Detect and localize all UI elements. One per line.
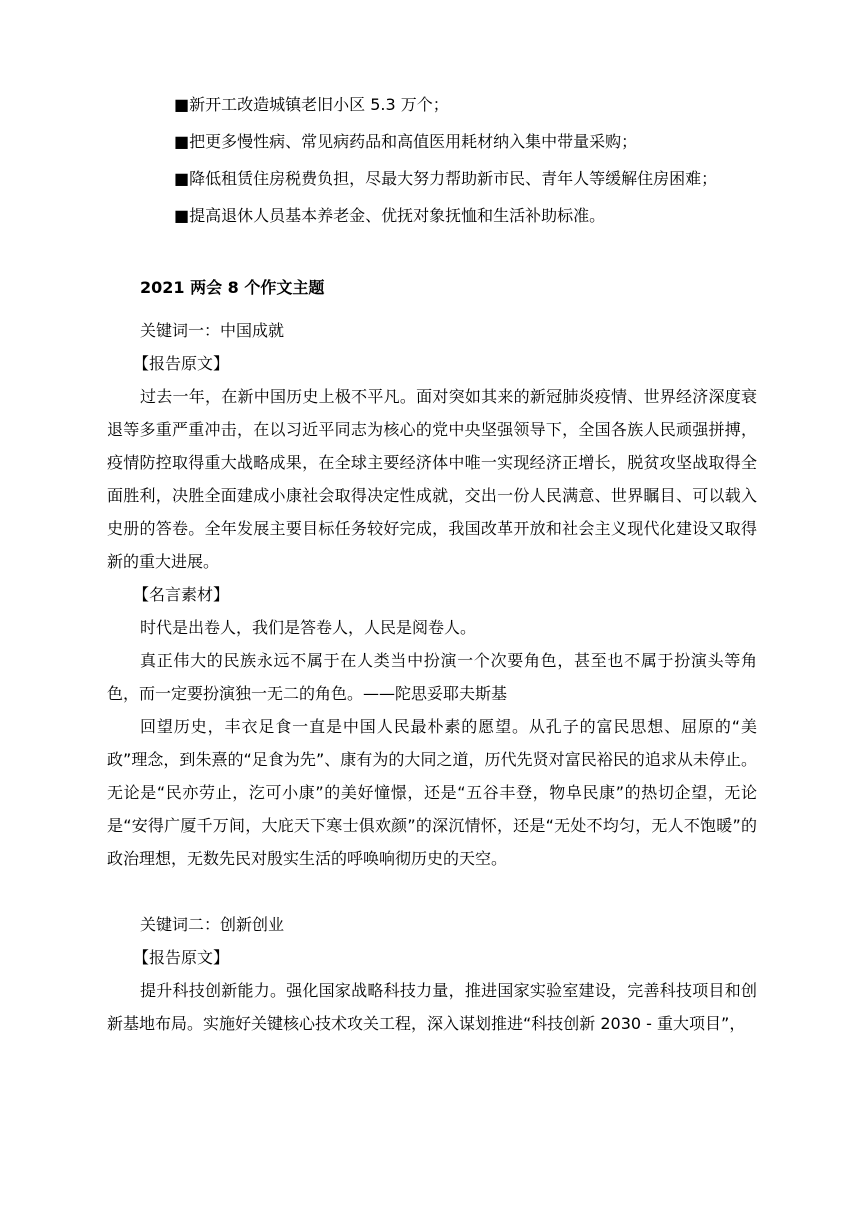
quote-paragraph-3: 回望历史，丰衣足食一直是中国人民最朴素的愿望。从孔子的富民思想、屈原的“美政”理念，到朱熹的“足食为先”、康有为的大同之道，历代先贤对富民裕民的追求从未停止。无论是“民亦劳止，汔可小康”的美好憧憬，还是“五谷丰登，物阜民康”的热切企望，无论是“安得广厦千万间，大庇天下寒士俱欢颜”的深沉情怀，还是“无处不均匀，无人不饱暖”的政治理想，无数先民对殷实生活的呼唤响彻历史的天空。: [107, 717, 757, 868]
keyword-one-quotes-label: 【名言素材】: [133, 585, 230, 604]
bullet-list: [174, 92, 794, 240]
bullet-item: ■降低租赁住房税费负担，尽最大努力帮助新市民、青年人等缓解住房困难；: [174, 169, 718, 188]
keyword-two-report-label: 【报告原文】: [133, 948, 230, 967]
keyword-one-report-text: 过去一年，在新中国历史上极不平凡。面对突如其来的新冠肺炎疫情、世界经济深度衰退等多重严重冲击，在以习近平同志为核心的党中央坚强领导下，全国各族人民顽强拼搏，疫情防控取得重大战略成果，在全球主要经济体中唯一实现经济正增长，脱贫攻坚战取得全面胜利，决胜全面建成小康社会取得决定性成就，交出一份人民满意、世界瞩目、可以载入史册的答卷。全年发展主要目标任务较好完成，我国改革开放和社会主义现代化建设又取得新的重大进展。: [107, 387, 757, 571]
section-title: 2021 两会 8 个作文主题: [140, 278, 325, 297]
quote-paragraph-1: 时代是出卷人，我们是答卷人，人民是阅卷人。: [140, 618, 477, 637]
quote-paragraph-2: 真正伟大的民族永远不属于在人类当中扮演一个次要角色，甚至也不属于扮演头等角色，而一定要扮演独一无二的角色。——陀思妥耶夫斯基: [107, 651, 757, 703]
bullet-item: ■提高退休人员基本养老金、优抚对象抚恤和生活补助标准。: [174, 206, 606, 225]
section-spacer: [107, 875, 757, 908]
keyword-one-report-label: 【报告原文】: [133, 354, 230, 373]
bullet-item: ■新开工改造城镇老旧小区 5.3 万个；: [174, 95, 449, 114]
keyword-two-report-text: 提升科技创新能力。强化国家战略科技力量，推进国家实验室建设，完善科技项目和创新基地布局。实施好关键核心技术攻关工程，深入谋划推进“科技创新 2030 - 重大项目”，: [107, 981, 757, 1033]
main-content: [107, 275, 757, 1040]
bullet-item: ■把更多慢性病、常见病药品和高值医用耗材纳入集中带量采购；: [174, 132, 638, 151]
keyword-one-title: 关键词一：中国成就: [140, 321, 285, 340]
keyword-two-title: 关键词二：创新创业: [140, 915, 285, 934]
